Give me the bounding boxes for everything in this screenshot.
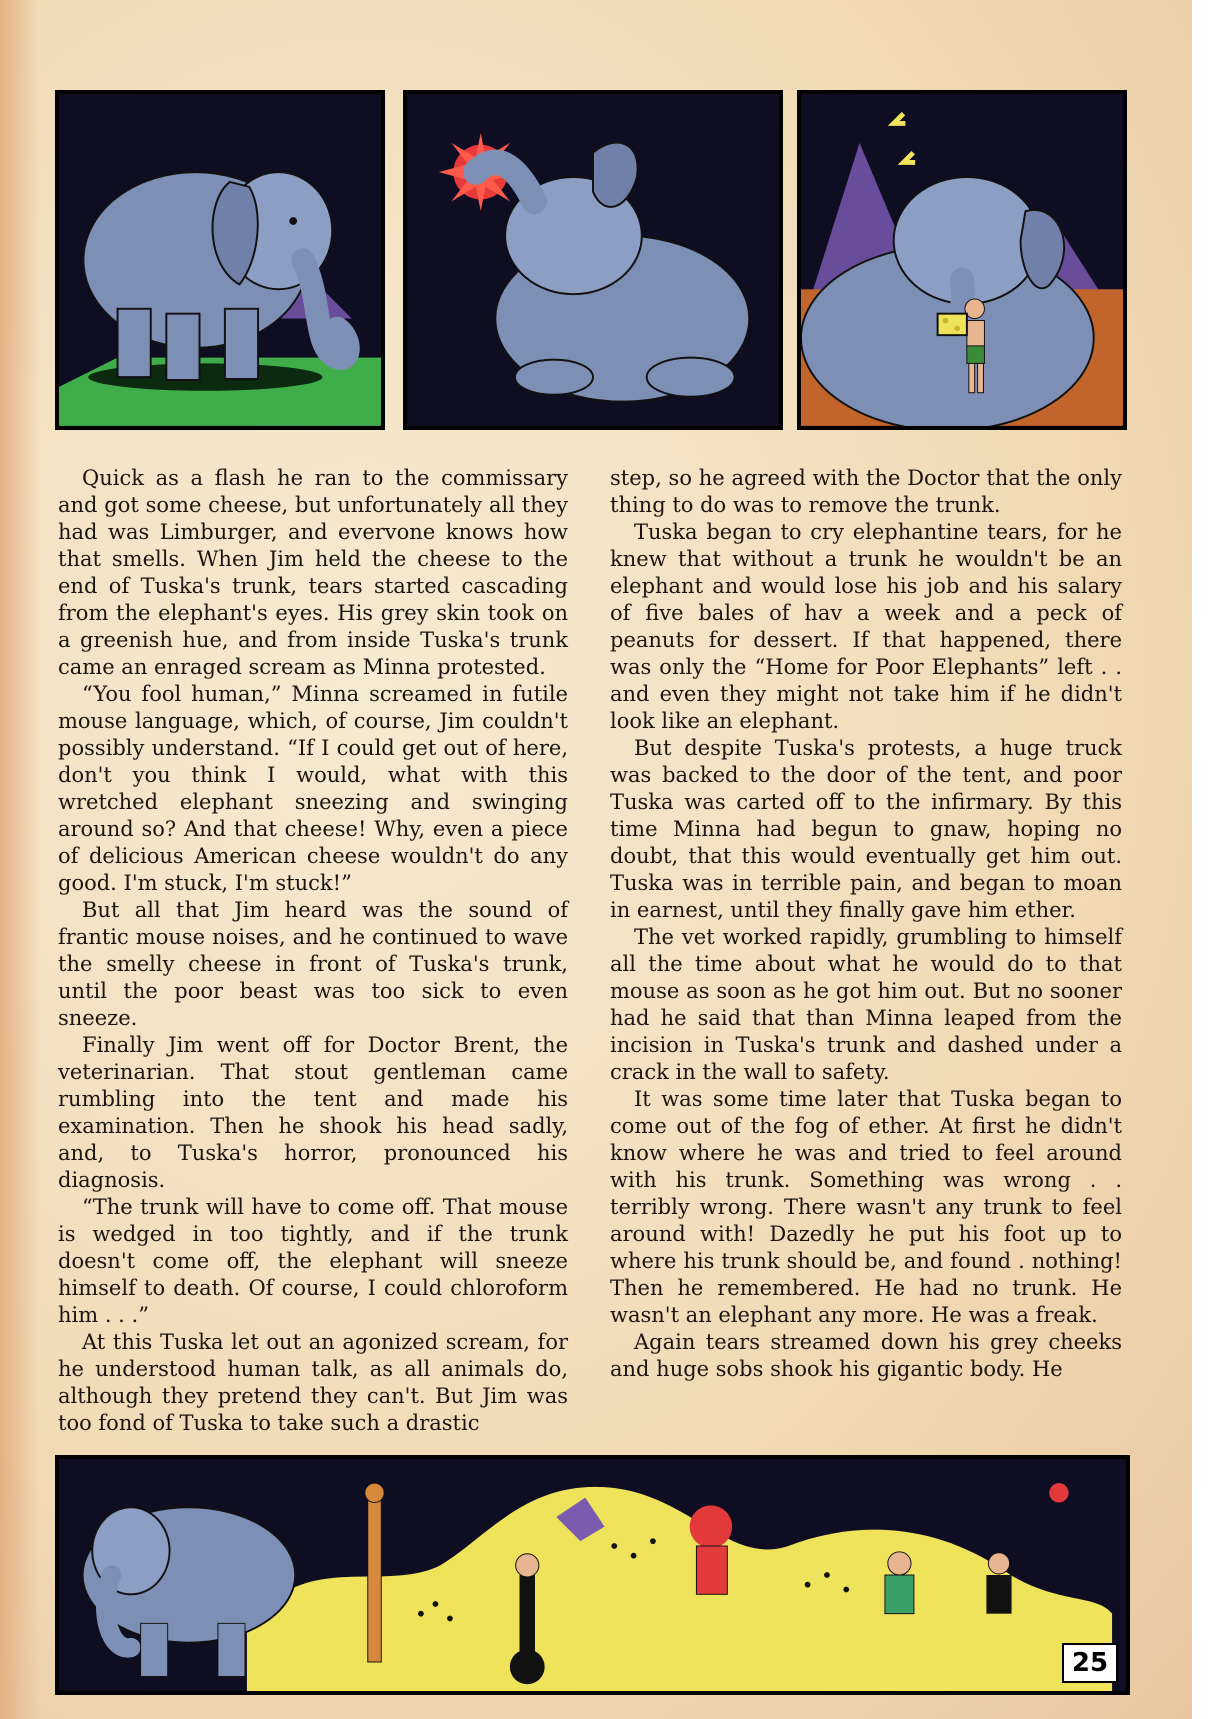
circus-parade-illustration (59, 1459, 1126, 1691)
elephant-standing-illustration (59, 94, 381, 426)
story-paragraph: Again tears streamed down his grey cheeks and huge sobs shook his gigantic body. He (610, 1330, 1122, 1381)
story-paragraph: But despite Tuska's protests, a huge truck was backed to the door of the tent, and poor Tuska was carted off to the infirmary. By this time Minna had begun to gnaw, hoping no doubt, that this would eventually get him out. Tuska was in terrible pain, and began to moan in earnest, until they finally gave him ether. (610, 736, 1122, 922)
story-paragraph: “The trunk will have to come off. That mouse is wedged in too tightly, and if the trunk doesn't come off, the elephant will sneeze himself to death. Of course, I could chloroform him . . .” (58, 1195, 568, 1327)
page-shadow (0, 0, 40, 1719)
elephant-cheese-illustration (801, 94, 1123, 426)
story-column-left (58, 465, 568, 1437)
page-number: 25 (1062, 1643, 1118, 1683)
story-column-right (610, 465, 1122, 1383)
circus-parade-strip (55, 1455, 1130, 1695)
story-paragraph: step, so he agreed with the Doctor that the only thing to do was to remove the trunk. (610, 466, 1122, 517)
cheese-icon (938, 314, 967, 335)
story-paragraph: But all that Jim heard was the sound of frantic mouse noises, and he continued to wave the smelly cheese in front of Tuska's trunk, until the poor beast was too sick to even sneeze. (58, 898, 568, 1030)
story-paragraph: It was some time later that Tuska began to come out of the fog of ether. At first he didn't know where he was and tried to feel around with his trunk. Something was wrong . . terribly wrong. There wasn't any trunk to feel around with! Dazedly he put his foot up to where his trunk should be, and found . nothing! Then he remembered. He had no trunk. He wasn't an elephant any more. He was a freak. (610, 1087, 1122, 1327)
story-paragraph: At this Tuska let out an agonized scream, for he understood human talk, as all animals do, although they pretend they can't. But Jim was too fond of Tuska to take such a drastic (58, 1330, 568, 1435)
story-paragraph: Quick as a flash he ran to the commissary and got some cheese, but unfortunately all they had was Limburger, and evervone knows how that smells. When Jim held the cheese to the end of Tuska's trunk, tears started cascading from the elephant's eyes. His grey skin took on a greenish hue, and from inside Tuska's trunk came an enraged scream as Minna protested. (58, 466, 568, 679)
story-paragraph: The vet worked rapidly, grumbling to himself all the time about what he would do to that mouse as soon as he got him out. But no sooner had he said that than Minna leaped from the incision in Tuska's trunk and dashed under a crack in the wall to safety. (610, 925, 1122, 1084)
story-paragraph: “You fool human,” Minna screamed in futile mouse language, which, of course, Jim couldn't possibly understand. “If I could get out of here, don't you think I would, what with this wretched elephant sneezing and swinging around so? And that cheese! Why, even a piece of delicious American cheese wouldn't do any good. I'm stuck, I'm stuck!” (58, 682, 568, 895)
elephant-sneezing-illustration (407, 94, 779, 426)
panel-elephant-standing (55, 90, 385, 430)
story-paragraph: Tuska began to cry elephantine tears, for he knew that without a trunk he wouldn't be an elephant and would lose his job and his salary of five bales of hav a week and a peck of peanuts for dessert. If that happened, there was only the “Home for Poor Elephants” left . . and even they might not take him if he didn't look like an elephant. (610, 520, 1122, 733)
story-paragraph: Finally Jim went off for Doctor Brent, the veterinarian. That stout gentleman came rumbling into the tent and made his examination. Then he shook his head sadly, and, to Tuska's horror, pronounced his diagnosis. (58, 1033, 568, 1192)
panel-elephant-with-cheese (797, 90, 1127, 430)
page-margin (1192, 0, 1210, 1719)
panel-elephant-sneezing (403, 90, 783, 430)
